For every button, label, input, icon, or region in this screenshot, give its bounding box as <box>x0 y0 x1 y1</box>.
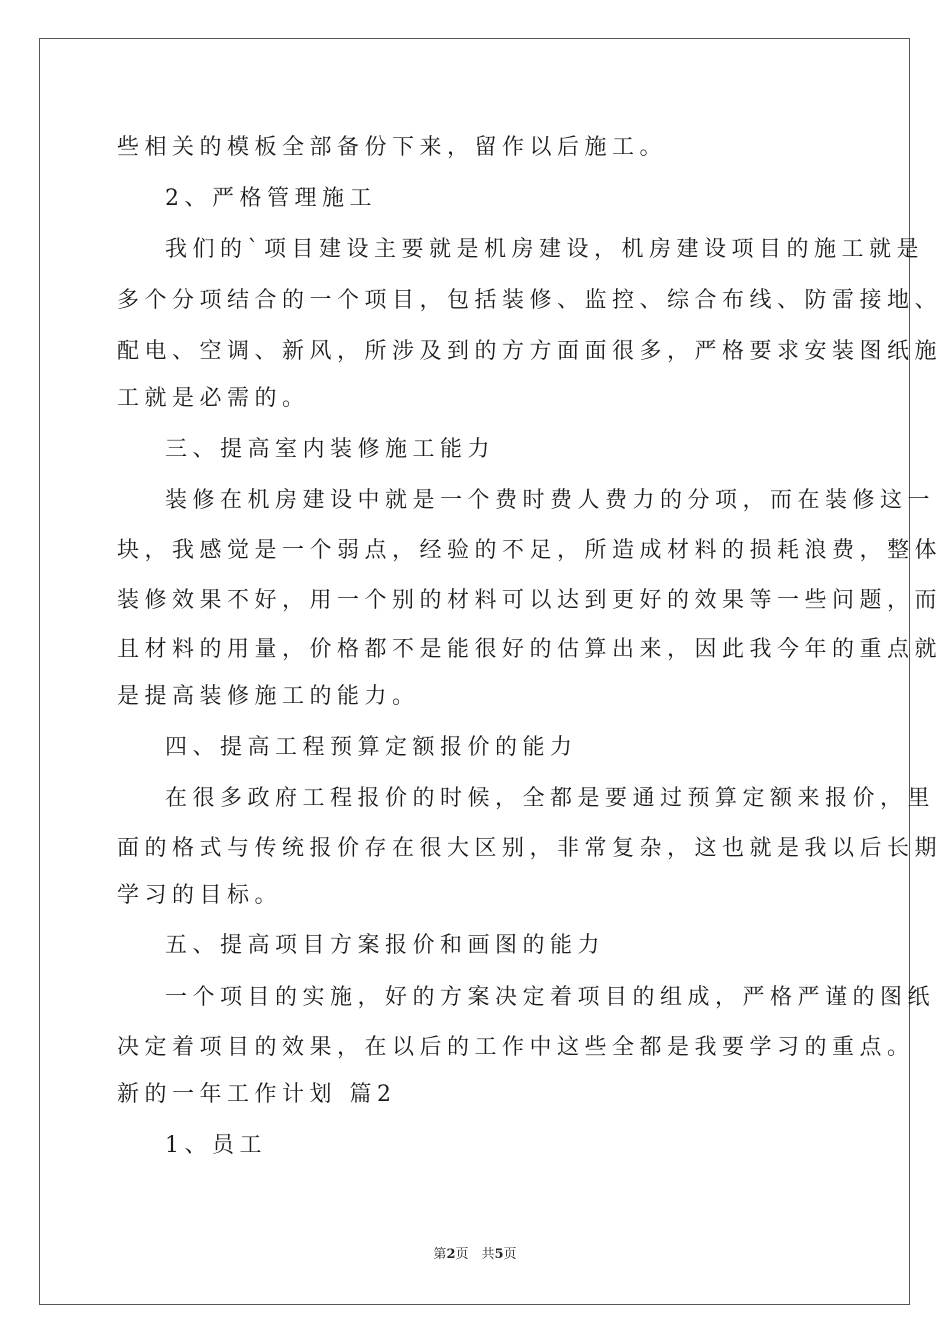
section-heading: 五、提高项目方案报价和画图的能力 <box>165 933 606 958</box>
paragraph-line: 多个分项结合的一个项目，包括装修、监控、综合布线、防雷接地、 <box>117 288 943 313</box>
paragraph-line: 我们的`项目建设主要就是机房建设，机房建设项目的施工就是 <box>165 237 925 262</box>
paragraph-line: 块，我感觉是一个弱点，经验的不足，所造成材料的损耗浪费，整体 <box>117 538 943 563</box>
paragraph-line: 装修在机房建设中就是一个费时费人费力的分项，而在装修这一 <box>165 488 936 513</box>
paragraph-line: 学习的目标。 <box>117 883 283 908</box>
paragraph-line: 且材料的用量，价格都不是能很好的估算出来，因此我今年的重点就 <box>117 637 943 662</box>
section-heading: 1、员工 <box>165 1133 267 1158</box>
total-page-number: 5 <box>494 1247 504 1262</box>
paragraph-line: 是提高装修施工的能力。 <box>117 684 420 709</box>
page-label-prefix: 第 <box>433 1247 447 1262</box>
document-heading: 新的一年工作计划 篇2 <box>117 1082 397 1107</box>
current-page-number: 2 <box>446 1247 456 1262</box>
paragraph-line: 工就是必需的。 <box>117 386 310 411</box>
paragraph-line: 配电、空调、新风，所涉及到的方方面面很多，严格要求安装图纸施 <box>117 339 943 364</box>
section-heading: 三、提高室内装修施工能力 <box>165 437 496 462</box>
paragraph-line: 些相关的模板全部备份下来，留作以后施工。 <box>117 135 668 160</box>
page-footer <box>0 1246 950 1264</box>
paragraph-line: 一个项目的实施，好的方案决定着项目的组成，严格严谨的图纸 <box>165 985 936 1010</box>
paragraph-line: 决定着项目的效果，在以后的工作中这些全都是我要学习的重点。 <box>117 1035 915 1060</box>
paragraph-line: 装修效果不好，用一个别的材料可以达到更好的效果等一些问题，而 <box>117 588 943 613</box>
paragraph-line: 面的格式与传统报价存在很大区别，非常复杂，这也就是我以后长期 <box>117 836 943 861</box>
section-heading: 2、严格管理施工 <box>165 186 377 211</box>
page-label-suffix: 页 <box>503 1247 517 1262</box>
page-label-mid: 页 共 <box>455 1247 495 1262</box>
paragraph-line: 在很多政府工程报价的时候，全都是要通过预算定额来报价，里 <box>165 786 936 811</box>
section-heading: 四、提高工程预算定额报价的能力 <box>165 735 578 760</box>
page-border <box>39 38 910 1305</box>
